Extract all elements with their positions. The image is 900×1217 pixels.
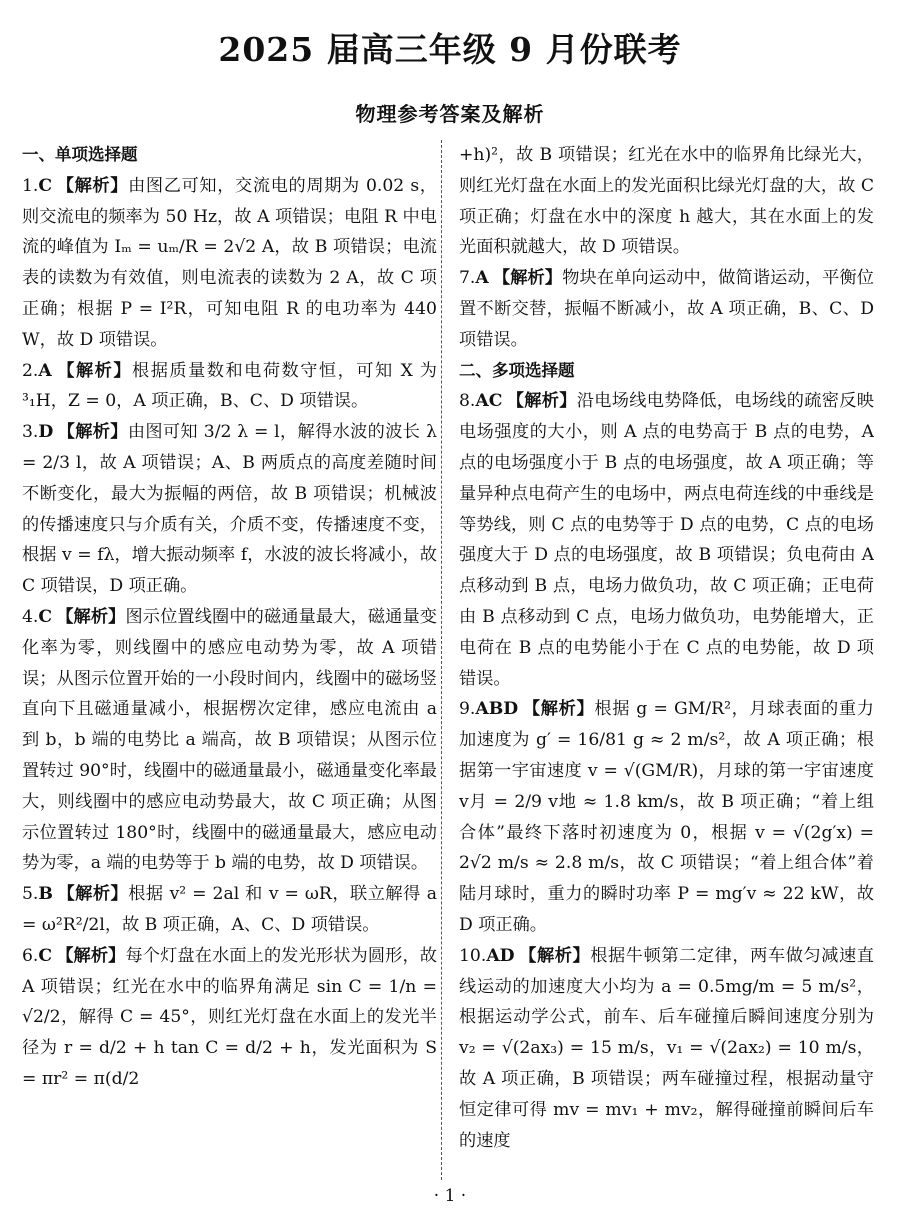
answer-item-6-continued: +h)²，故 B 项错误；红光在水中的临界角比绿光大，则红光灯盘在水面上的发光面积比绿光灯盘的大，故 C 项正确；灯盘在水中的深度 h 越大，其在水面上的发光面积就越大，故 D 项错误。 xyxy=(459,145,874,258)
page-title: 2025 届高三年级 9 月份联考 xyxy=(218,30,682,69)
answer-item-1 xyxy=(22,171,437,356)
analysis-tag: 【解析】 xyxy=(56,175,129,196)
question-number: 9. xyxy=(459,699,476,720)
analysis-tag: 【解析】 xyxy=(506,391,577,412)
question-number: 10. xyxy=(459,945,487,966)
answer-key: A xyxy=(475,268,489,289)
analysis-text: 根据 v² = 2al 和 v = ωR，联立解得 a = ω²R²/2l，故 B 项正确，A、C、D 项错误。 xyxy=(22,884,437,935)
answer-key: B xyxy=(38,884,53,905)
analysis-tag: 【解析】 xyxy=(56,884,129,905)
right-column xyxy=(459,140,874,1180)
question-number: 8. xyxy=(459,391,476,412)
answer-item-2 xyxy=(22,356,437,418)
answer-item-3 xyxy=(22,417,437,602)
section-heading-multiple-choice: 二、多项选择题 xyxy=(459,360,575,380)
left-column xyxy=(22,140,437,1180)
analysis-tag: 【解析】 xyxy=(57,422,128,443)
section-heading-single-choice: 一、单项选择题 xyxy=(22,145,138,164)
analysis-text: 图示位置线圈中的磁通量最大，磁通量变化率为零，则线圈中的感应电动势为零，故 A 项错误；从图示位置开始的一小段时间内，线圈中的磁场竖直向下且磁通量减小，根据楞次定律，感应电流由 a 到 b，b 端的电势比 a 端高，故 B 项错误；从图示位置转过 90°时，线圈中的磁通量最小，磁通量变化率最大，则线圈中的感应电动势最大，故 C 项正确；从图示位置转过 180°时，线圈中的磁通量最大，感应电动势为零，a 端的电势等于 b 端的电势，故 D 项错误。 xyxy=(22,606,437,874)
answer-item-7 xyxy=(459,263,874,355)
analysis-text: 由图可知 3/2 λ = l，解得水波的波长 λ = 2/3 l，故 A 项错误；A、B 两质点的高度差随时间不断变化，最大为振幅的两倍，故 B 项错误；机械波的传播速度只与介质有关，介质不变，传播速度不变，根据 v = fλ，增大振动频率 f，水波的波长将减小，故 C 项错误，D 项正确。 xyxy=(22,422,437,597)
analysis-tag: 【解析】 xyxy=(518,945,591,966)
analysis-tag: 【解析】 xyxy=(56,606,126,627)
analysis-tag: 【解析】 xyxy=(56,945,126,966)
answer-key: AD xyxy=(486,945,515,966)
question-number: 4. xyxy=(22,606,39,627)
column-divider xyxy=(441,140,442,1180)
answer-item-8 xyxy=(459,386,874,694)
answer-item-9 xyxy=(459,694,874,940)
answer-key: A xyxy=(38,360,52,381)
analysis-text: 物块在单向运动中，做简谐运动，平衡位置不断交替，振幅不断减小，故 A 项正确，B、C、D 项错误。 xyxy=(459,268,874,350)
answer-item-5 xyxy=(22,879,437,941)
analysis-text: 每个灯盘在水面上的发光形状为圆形，故 A 项错误；红光在水中的临界角满足 sin C = 1/n = √2/2，解得 C = 45°，则红光灯盘在水面上的发光半径为 r = d/2 + h tan C = d/2 + h，发光面积为 S = πr² = π(d/2 xyxy=(22,945,437,1089)
analysis-text: 根据质量数和电荷数守恒，可知 X 为 ³₁H，Z = 0，A 项正确，B、C、D 项错误。 xyxy=(22,360,437,412)
answer-key: C xyxy=(38,175,53,196)
analysis-tag: 【解析】 xyxy=(55,360,133,381)
page-subtitle: 物理参考答案及解析 xyxy=(355,102,545,126)
question-number: 6. xyxy=(22,945,39,966)
question-number: 7. xyxy=(459,268,476,289)
question-number: 1. xyxy=(22,175,39,196)
analysis-tag: 【解析】 xyxy=(522,699,595,720)
answer-key: C xyxy=(38,606,53,627)
analysis-text: 沿电场线电势降低，电场线的疏密反映电场强度的大小，则 A 点的电势高于 B 点的电势，A 点的电场强度小于 B 点的电场强度，故 A 项正确；等量异种点电荷产生的电场中，两点电荷连线的中垂线是等势线，则 C 点的电势等于 D 点的电势，C 点的电场强度大于 D 点的电场强度，故 B 项错误；负电荷由 A 点移动到 B 点，电场力做负功，故 C 项正确；正电荷由 B 点移动到 C 点，电场力做负功，电势能增大，正电荷在 B 点的电势能小于在 C 点的电势能，故 D 项错误。 xyxy=(459,391,874,689)
question-number: 5. xyxy=(22,884,39,905)
question-number: 2. xyxy=(22,360,39,381)
answer-item-10 xyxy=(459,941,874,1157)
answer-item-6 xyxy=(22,941,437,1095)
answer-key: C xyxy=(38,945,53,966)
page-number: · 1 · xyxy=(433,1186,467,1206)
analysis-text: 根据牛顿第二定律，两车做匀减速直线运动的加速度大小均为 a = 0.5mg/m = 5 m/s²，根据运动学公式，前车、后车碰撞后瞬间速度分别为 v₂ = √(2ax₃) = 15 m/s，v₁ = √(2ax₂) = 10 m/s，故 A 项正确，B 项错误；两车碰撞过程，根据动量守恒定律可得 mv = mv₁ + mv₂，解得碰撞前瞬间后车的速度 xyxy=(459,945,874,1151)
question-number: 3. xyxy=(22,422,39,443)
analysis-text: 根据 g = GM/R²，月球表面的重力加速度为 g′ = 16/81 g ≈ 2 m/s²，故 A 项正确；根据第一宇宙速度 v = √(GM/R)，月球的第一宇宙速度 v月 = 2/9 v地 ≈ 1.8 km/s，故 B 项正确；“着上组合体”最终下落时初速度为 0，根据 v = √(2g′x) = 2√2 m/s ≈ 2.8 m/s，故 C 项错误；“着上组合体”着陆月球时，重力的瞬时功率 P = mg′v ≈ 22 kW，故 D 项正确。 xyxy=(459,699,874,935)
answer-item-4 xyxy=(22,602,437,879)
analysis-text: 由图乙可知，交流电的周期为 0.02 s，则交流电的频率为 50 Hz，故 A 项错误；电阻 R 中电流的峰值为 Iₘ = uₘ/R = 2√2 A，故 B 项错误；电流表的读数为有效值，则电流表的读数为 2 A，故 C 项正确；根据 P = I²R，可知电阻 R 的电功率为 440 W，故 D 项错误。 xyxy=(22,175,437,350)
analysis-tag: 【解析】 xyxy=(492,268,563,289)
answer-key: D xyxy=(38,422,54,443)
answer-key: AC xyxy=(475,391,503,412)
answer-key: ABD xyxy=(475,699,519,720)
